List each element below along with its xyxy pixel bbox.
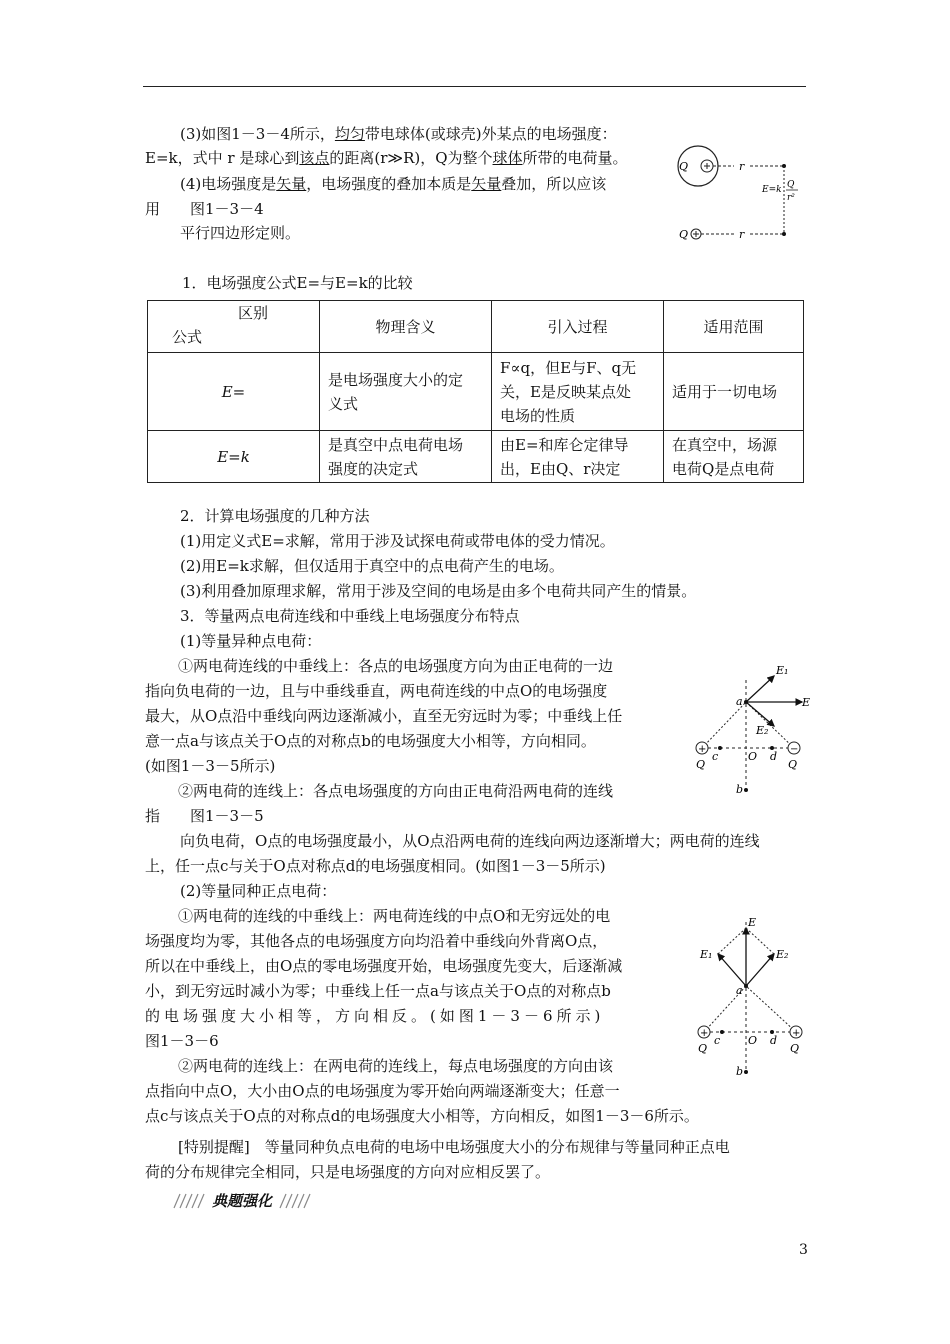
- fig-label-Q2: Q: [790, 1042, 800, 1055]
- text-line: (3)如图1－3－4所示，均匀带电球体(或球壳)外某点的电场强度：: [180, 125, 617, 143]
- figure-1-3-5: [690, 660, 814, 800]
- fig-label-b: b: [736, 783, 744, 796]
- table-cell: E=k: [148, 431, 320, 483]
- fig-label-a: a: [736, 984, 743, 997]
- text-line: ①两电荷连线的中垂线上：各点的电场强度方向为由正电荷的一边: [178, 657, 614, 675]
- section-banner: [170, 1188, 320, 1214]
- table-cell: E=: [148, 353, 320, 431]
- text-line: (如图1－3－5所示): [145, 757, 276, 775]
- fig-label-r2: r: [739, 228, 745, 241]
- banner-title: 典题强化: [212, 1192, 273, 1210]
- text-line: ②两电荷的连线上：在两电荷的连线上，每点电场强度的方向由该: [178, 1057, 614, 1075]
- table-cell: 适用于一切电场: [664, 353, 804, 431]
- table-row: [148, 353, 804, 431]
- section-heading-3: 3．等量两点电荷连线和中垂线上电场强度分布特点: [180, 607, 520, 625]
- fig-formula-num: Q: [787, 180, 795, 190]
- fig-plus-2: +: [792, 1028, 801, 1039]
- text-line: 指向负电荷的一边，且与中垂线垂直，两电荷连线的中点O的电场强度: [145, 682, 608, 700]
- text-line: 的电场强度大小相等，方向相反。(如图1－3－6所示): [145, 1007, 605, 1025]
- fig-label-E: E: [802, 696, 811, 709]
- comparison-table: [147, 300, 804, 483]
- text-line: 所以在中垂线上，由O点的零电场强度开始，电场强度先变大，后逐渐减: [145, 957, 623, 975]
- fig-label-Q2: Q: [679, 228, 689, 241]
- fig-label-d: d: [770, 750, 778, 763]
- fig-label-Q1: Q: [679, 160, 689, 173]
- figure-1-3-6: [690, 912, 814, 1082]
- table-header-row: [148, 301, 804, 353]
- fig-plus: +: [698, 744, 707, 755]
- fig-label-O: O: [748, 750, 758, 763]
- text-line: (1)等量异种点电荷：: [180, 632, 322, 650]
- text-line: 场强度均为零，其他各点的电场强度方向均沿着中垂线向外背离O点，: [145, 932, 608, 950]
- table-header-scope: 适用范围: [664, 301, 804, 353]
- page-number: 3: [799, 1242, 808, 1258]
- fig-label-E1: E₁: [700, 948, 713, 961]
- tip-line: 荷的分布规律完全相同，只是电场强度的方向对应相反罢了。: [145, 1163, 551, 1181]
- fig-label-E1: E₁: [776, 664, 789, 677]
- text-line: 点指向中点O，大小由O点的电场强度为零开始向两端逐渐变大；任意一: [145, 1082, 620, 1100]
- section-heading-2: 2．计算电场强度的几种方法: [180, 507, 370, 525]
- fig-label-c: c: [714, 1034, 721, 1047]
- fig-label-d: d: [770, 1034, 778, 1047]
- text-line: (2)等量同种正点电荷：: [180, 882, 337, 900]
- fig-label-a: a: [736, 695, 743, 708]
- text-line: 指 图1－3－5: [145, 807, 264, 825]
- text-line: E=k，式中 r 是球心到该点的距离(r≫R)，Q为整个球体所带的电荷量。: [145, 149, 628, 167]
- table-cell: 是电场强度大小的定 义式: [320, 353, 492, 431]
- fig-formula-den: r²: [787, 193, 795, 203]
- fig-minus: −: [790, 744, 799, 755]
- fig-label-E2: E₂: [776, 948, 789, 961]
- table-cell: 在真空中，场源 电荷Q是点电荷: [664, 431, 804, 483]
- table-header-origin: 引入过程: [492, 301, 664, 353]
- text-line: (1)用定义式E=求解，常用于涉及试探电荷或带电体的受力情况。: [180, 532, 615, 550]
- fig-label-r1: r: [739, 160, 745, 173]
- text-line: (2)用E=k求解，但仅适用于真空中的点电荷产生的电场。: [180, 557, 564, 575]
- header-rule: [143, 86, 806, 87]
- figure-1-3-4: [674, 132, 804, 250]
- fig-formula: E=k: [762, 185, 782, 195]
- text-line: 向负电荷，O点的电场强度最小，从O点沿两电荷的连线向两边逐渐增大；两电荷的连线: [180, 832, 760, 850]
- text-line: (3)利用叠加原理求解，常用于涉及空间的电场是由多个电荷共同产生的情景。: [180, 582, 697, 600]
- fig-label-Q1: Q: [696, 758, 706, 771]
- table-cell: 由E=和库仑定律导 出，E由Q、r决定: [492, 431, 664, 483]
- text-line: 点c与该点关于O点的对称点d的电场强度大小相等，方向相反，如图1－3－6所示。: [145, 1107, 699, 1125]
- fig-label-O: O: [748, 1034, 758, 1047]
- table-corner-cell: 区别 公式: [148, 301, 320, 353]
- text-line: 意一点a与该点关于O点的对称点b的电场强度大小相等，方向相同。: [145, 732, 596, 750]
- fig-label-Q2: Q: [788, 758, 798, 771]
- text-line: ②两电荷的连线上：各点电场强度的方向由正电荷沿两电荷的连线: [178, 782, 614, 800]
- section-heading-1: 1．电场强度公式E=与E=k的比较: [182, 274, 413, 292]
- text-line: ①两电荷的连线的中垂线上：两电荷连线的中点O和无穷远处的电: [178, 907, 611, 925]
- fig-plus-1: +: [700, 1028, 709, 1039]
- text-line: (4)电场强度是矢量，电场强度的叠加本质是矢量叠加，所以应该: [180, 175, 607, 193]
- text-line: 最大，从O点沿中垂线向两边逐渐减小，直至无穷远时为零；中垂线上任: [145, 707, 623, 725]
- fig-label-E: E: [748, 916, 757, 929]
- fig-label-b: b: [736, 1065, 744, 1078]
- text-line: 小，到无穷远时减小为零；中垂线上任一点a与该点关于O点的对称点b: [145, 982, 611, 1000]
- text-line: 图1－3－6: [145, 1032, 219, 1050]
- tip-line: [特别提醒] 等量同种负点电荷的电场中电场强度大小的分布规律与等量同种正点电: [178, 1138, 730, 1156]
- table-cell: F∝q，但E与F、q无 关，E是反映某点处 电场的性质: [492, 353, 664, 431]
- fig-label-Q1: Q: [698, 1042, 708, 1055]
- text-line: 平行四边形定则。: [180, 224, 301, 242]
- table-row: [148, 431, 804, 483]
- fig-label-c: c: [712, 750, 719, 763]
- table-cell: 是真空中点电荷电场 强度的决定式: [320, 431, 492, 483]
- fig-label-E2: E₂: [756, 724, 769, 737]
- table-header-meaning: 物理含义: [320, 301, 492, 353]
- text-line: 用 图1－3－4: [145, 200, 264, 218]
- text-line: 上，任一点c与关于O点对称点d的电场强度相同。(如图1－3－5所示): [145, 857, 606, 875]
